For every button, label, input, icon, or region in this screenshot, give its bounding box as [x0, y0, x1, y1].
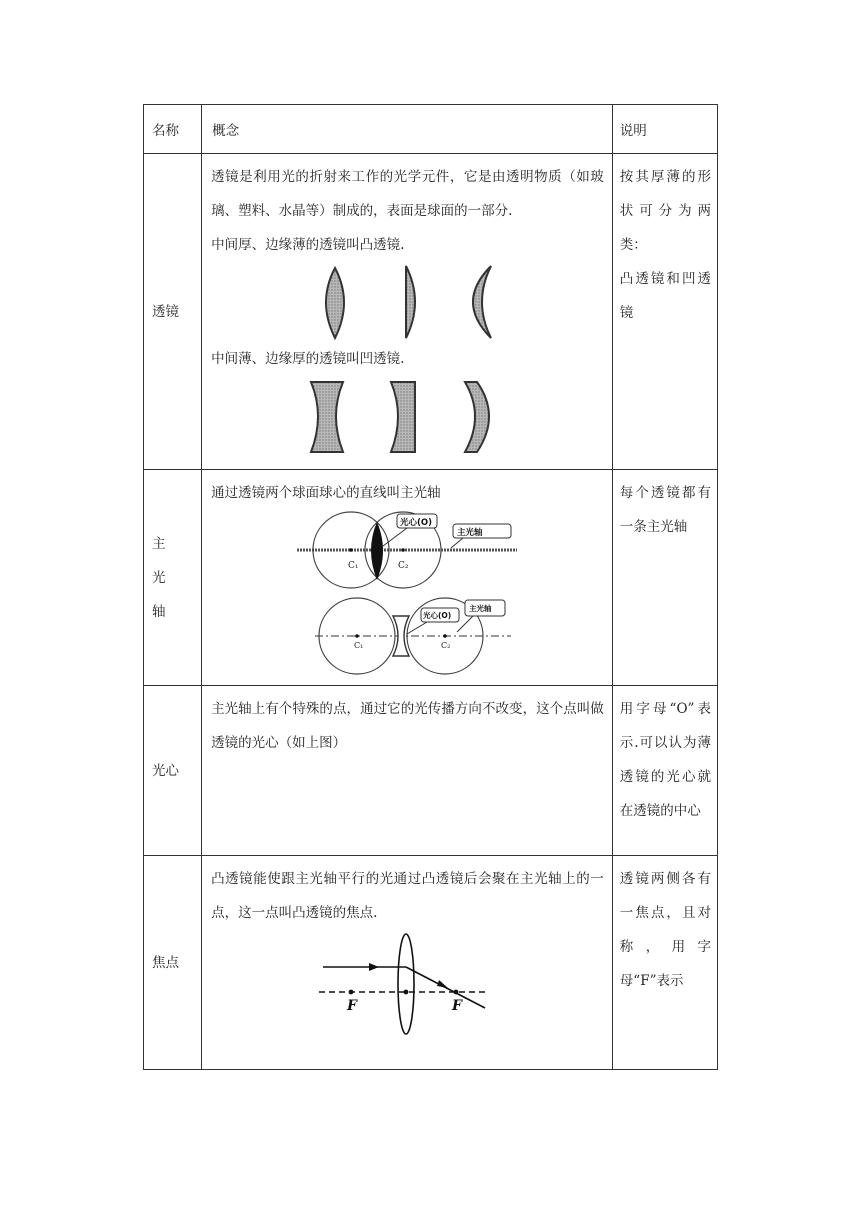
row-axis-concept [202, 470, 613, 686]
row-focus [144, 856, 718, 1070]
fig2-c1-label: C₁ [354, 641, 364, 650]
header-note: 说明 [612, 105, 717, 154]
center-note: 用字母“O”表示.可以认为薄透镜的光心就在透镜的中心 [619, 701, 711, 819]
row-axis-note [612, 470, 717, 686]
focus-left-label: F [347, 998, 358, 1014]
row-focus-concept [202, 856, 613, 1070]
row-principal-axis [144, 470, 718, 686]
axis-note: 每个透镜都有一条主光轴 [619, 485, 711, 535]
row-focus-note [612, 856, 717, 1070]
convex-axis-figure [211, 510, 603, 596]
biconcave-lens-shape [311, 382, 343, 452]
fig1-c1-label: C₁ [348, 561, 359, 571]
lens-concept-table [143, 104, 718, 1070]
header-concept: 概念 [202, 105, 613, 154]
convex-definition: 中间厚、边缘薄的透镜叫凸透镜. [211, 237, 405, 253]
center-definition: 主光轴上有个特殊的点，通过它的光传播方向不改变，这个点叫做透镜的光心（如上图） [211, 701, 604, 751]
meniscus-concave-lens-shape [465, 382, 489, 452]
header-row [144, 105, 718, 154]
fig1-center-label: 光心(O) [400, 518, 433, 528]
convex-lens-figure [211, 262, 603, 342]
row-center-name: 光心 [144, 686, 202, 856]
row-axis-name: 主光轴 [144, 470, 202, 686]
focus-figure [211, 930, 603, 1042]
lens-note-p1: 按其厚薄的形状可分为两类： [619, 169, 711, 253]
row-center-note [612, 686, 717, 856]
row-optical-center [144, 686, 718, 856]
planoconvex-lens-shape [406, 266, 415, 338]
biconvex-lens-shape [326, 268, 344, 338]
fig2-c2-label: C₂ [441, 641, 451, 650]
focus-right-label: F [452, 998, 463, 1014]
row-lens-note [612, 154, 717, 470]
convex-lens-black [371, 522, 383, 580]
lens-note-p2: 凸透镜和凹透镜 [619, 271, 711, 321]
concave-definition: 中间薄、边缘厚的透镜叫凹透镜. [211, 351, 405, 367]
row-lens-name: 透镜 [144, 154, 202, 470]
row-center-concept [202, 686, 613, 856]
concave-lens-figure [211, 376, 603, 456]
fig2-center-label: 光心(O) [423, 611, 452, 620]
focus-definition: 凸透镜能使跟主光轴平行的光通过凸透镜后会聚在主光轴上的一点，这一点叫凸透镜的焦点. [211, 871, 604, 921]
lens-definition: 透镜是利用光的折射来工作的光学元件，它是由透明物质（如玻璃、塑料、水晶等）制成的，表面是球面的一部分. [211, 169, 604, 219]
concave-axis-figure [211, 596, 603, 680]
row-lens [144, 154, 718, 470]
fig1-axis-label: 主光轴 [457, 528, 483, 538]
fig2-axis-label: 主光轴 [469, 604, 492, 613]
focus-note: 透镜两侧各有一焦点，且对称，用字母“F”表示 [619, 871, 711, 989]
header-name: 名称 [144, 105, 202, 154]
meniscus-convex-lens-shape [473, 266, 491, 338]
planoconcave-lens-shape [391, 382, 415, 452]
fig1-c2-label: C₂ [398, 561, 409, 571]
row-focus-name: 焦点 [144, 856, 202, 1070]
axis-definition: 通过透镜两个球面球心的直线叫主光轴 [211, 485, 441, 501]
row-lens-concept [202, 154, 613, 470]
